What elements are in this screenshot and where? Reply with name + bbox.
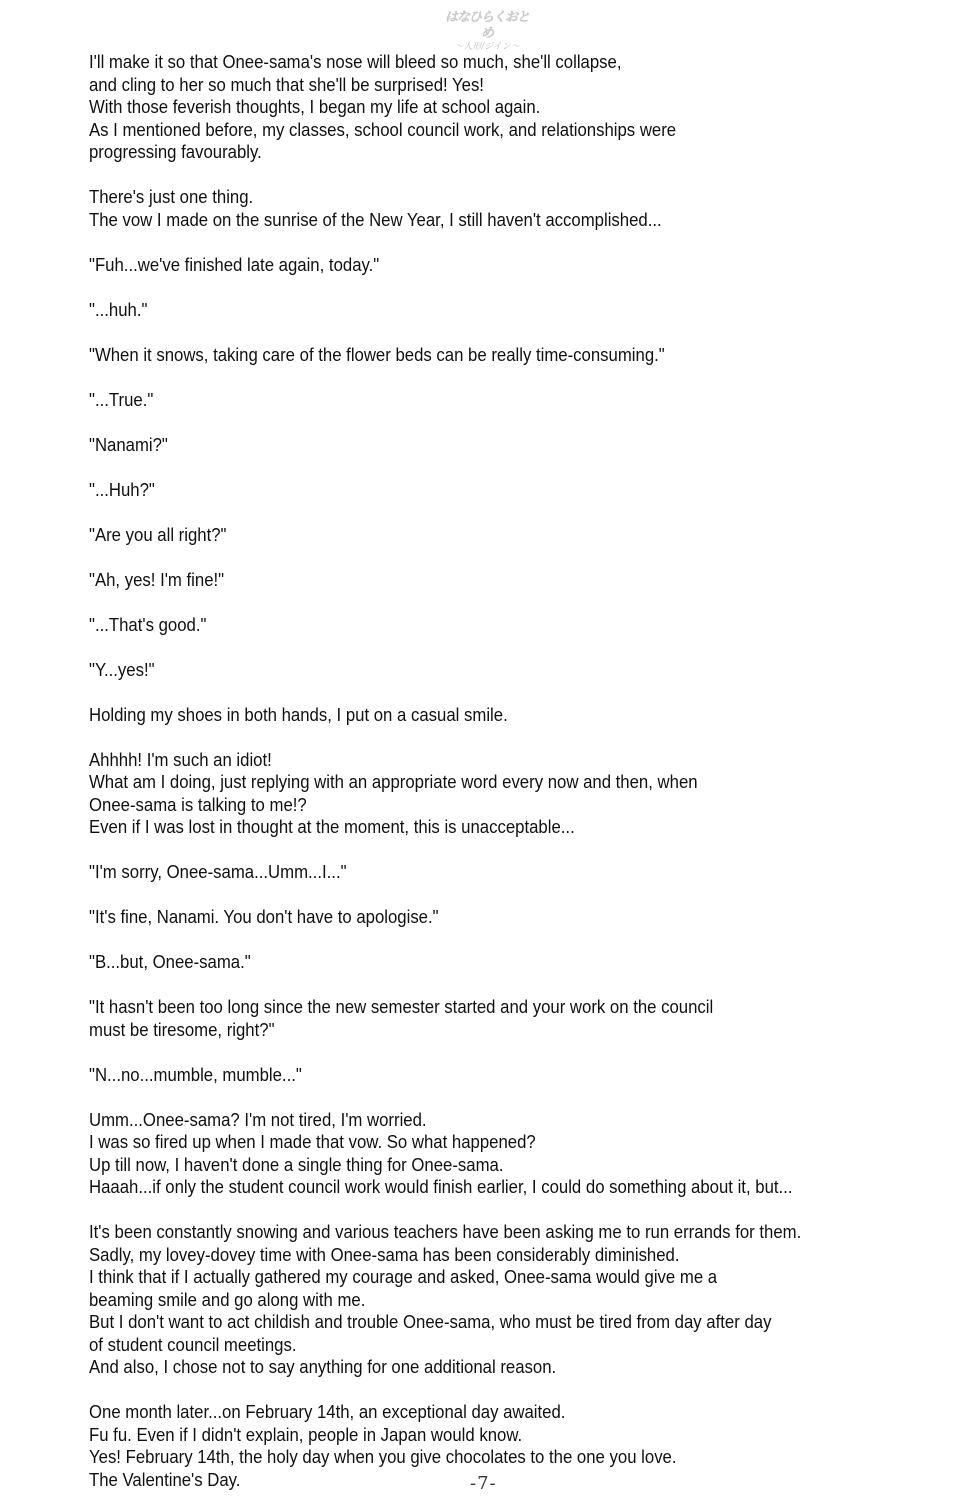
paragraph-spacer — [89, 164, 870, 187]
paragraph — [89, 951, 870, 974]
text-line: The vow I made on the sunrise of the New Year, I still haven't accomplished... — [89, 209, 662, 230]
text-line: I'll make it so that Onee-sama's nose will bleed so much, she'll collapse, — [89, 52, 622, 72]
text-line: As I mentioned before, my classes, school council work, and relationships were — [89, 119, 677, 140]
text-line: "...That's good." — [89, 614, 207, 635]
paragraph-spacer — [89, 501, 870, 524]
paragraph — [89, 996, 870, 1041]
paragraph — [89, 299, 870, 322]
text-line: "Fuh...we've finished late again, today." — [89, 254, 380, 275]
paragraph-spacer — [89, 1379, 870, 1402]
paragraph-spacer — [89, 321, 870, 344]
text-line: "...huh." — [89, 299, 148, 320]
text-line: One month later...on February 14th, an exceptional day awaited. — [89, 1402, 566, 1422]
text-line: "I'm sorry, Onee-sama...Umm...I..." — [89, 862, 347, 882]
text-line: Even if I was lost in thought at the moment, this is unacceptable... — [89, 817, 575, 837]
paragraph — [89, 389, 870, 412]
paragraph-spacer — [89, 974, 870, 997]
text-line: Ahhhh! I'm such an idiot! — [89, 749, 272, 770]
text-line: There's just one thing. — [89, 187, 254, 207]
text-line: Umm...Onee-sama? I'm not tired, I'm worried. — [89, 1109, 427, 1130]
paragraph-spacer — [89, 1199, 870, 1222]
paragraph — [89, 614, 870, 637]
text-line: The Valentine's Day. — [89, 1469, 241, 1490]
paragraph — [89, 1109, 870, 1199]
paragraph-spacer — [89, 726, 870, 749]
logo-subtitle: 〜人形/ジイン〜 — [454, 42, 520, 52]
text-line: of student council meetings. — [89, 1334, 297, 1355]
text-line: I was so fired up when I made that vow. So what happened? — [89, 1132, 536, 1152]
text-line: "Y...yes!" — [89, 659, 155, 680]
paragraph-spacer — [89, 366, 870, 389]
paragraph — [89, 906, 870, 929]
text-line: "It's fine, Nanami. You don't have to apologise." — [89, 907, 439, 927]
paragraph-spacer — [89, 839, 870, 862]
paragraph — [89, 1221, 870, 1379]
text-line: "Ah, yes! I'm fine!" — [89, 569, 225, 590]
paragraph-spacer — [89, 411, 870, 434]
text-line: Up till now, I haven't done a single thing for Onee-sama. — [89, 1154, 504, 1175]
paragraph — [89, 569, 870, 592]
paragraph — [89, 1064, 870, 1087]
text-line: Yes! February 14th, the holy day when you give chocolates to the one you love. — [89, 1447, 677, 1467]
text-line: progressing favourably. — [89, 142, 262, 162]
paragraph — [89, 51, 870, 164]
paragraph — [89, 861, 870, 884]
text-line: "Are you all right?" — [89, 524, 227, 545]
text-line: and cling to her so much that she'll be surprised! Yes! — [89, 74, 484, 95]
paragraph-spacer — [89, 591, 870, 614]
text-line: But I don't want to act childish and trouble Onee-sama, who must be tired from day after day — [89, 1312, 772, 1332]
text-line: It's been constantly snowing and various teachers have been asking me to run errands for them. — [89, 1222, 802, 1242]
text-line: "It hasn't been too long since the new semester started and your work on the council — [89, 997, 714, 1017]
text-line: Sadly, my lovey-dovey time with Onee-sama has been considerably diminished. — [89, 1244, 680, 1265]
text-line: Haaah...if only the student council work would finish earlier, I could do something about it, but... — [89, 1177, 793, 1197]
paragraph — [89, 659, 870, 682]
text-line: "Nanami?" — [89, 434, 168, 455]
paragraph-spacer — [89, 456, 870, 479]
paragraph-spacer — [89, 1041, 870, 1064]
header-logo — [440, 10, 534, 52]
text-line: must be tiresome, right?" — [89, 1019, 275, 1040]
text-line: beaming smile and go along with me. — [89, 1289, 366, 1310]
paragraph-spacer — [89, 929, 870, 952]
paragraph — [89, 749, 870, 839]
text-line: I think that if I actually gathered my courage and asked, Onee-sama would give me a — [89, 1267, 718, 1287]
paragraph-spacer — [89, 884, 870, 907]
text-line: Holding my shoes in both hands, I put on a casual smile. — [89, 704, 508, 725]
paragraph-spacer — [89, 1086, 870, 1109]
paragraph-spacer — [89, 276, 870, 299]
text-line: Onee-sama is talking to me!? — [89, 794, 307, 815]
text-line: "...Huh?" — [89, 479, 155, 500]
logo-title: はなひらくおとめ — [444, 10, 529, 41]
paragraph — [89, 344, 870, 367]
text-line: "B...but, Onee-sama." — [89, 952, 251, 972]
body-text — [89, 51, 870, 1491]
paragraph — [89, 479, 870, 502]
text-line: What am I doing, just replying with an appropriate word every now and then, when — [89, 772, 698, 792]
text-line: And also, I chose not to say anything for one additional reason. — [89, 1357, 557, 1377]
paragraph-spacer — [89, 546, 870, 569]
paragraph — [89, 434, 870, 457]
page-number: -7- — [470, 1473, 497, 1494]
paragraph — [89, 254, 870, 277]
paragraph — [89, 524, 870, 547]
text-line: "N...no...mumble, mumble..." — [89, 1064, 302, 1085]
text-line: Fu fu. Even if I didn't explain, people in Japan would know. — [89, 1424, 523, 1445]
text-line: "...True." — [89, 389, 154, 410]
text-line: With those feverish thoughts, I began my life at school again. — [89, 97, 541, 117]
paragraph — [89, 186, 870, 231]
paragraph — [89, 704, 870, 727]
paragraph-spacer — [89, 681, 870, 704]
paragraph-spacer — [89, 636, 870, 659]
text-line: "When it snows, taking care of the flower beds can be really time-consuming." — [89, 344, 665, 365]
paragraph-spacer — [89, 231, 870, 254]
